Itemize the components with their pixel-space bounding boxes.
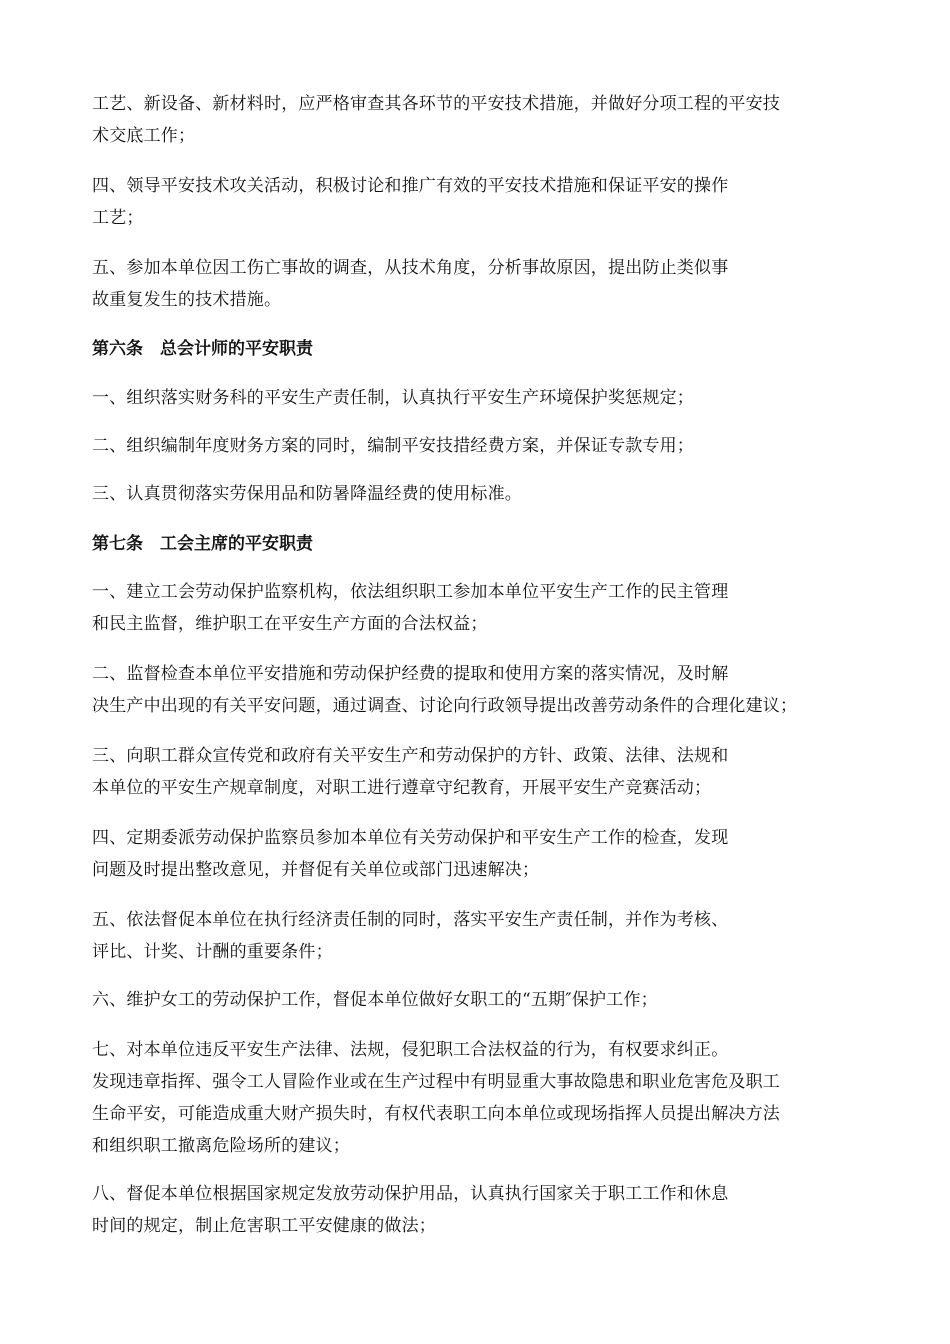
article-7-item-6: 六、维护女工的劳动保护工作，督促本单位做好女职工的“五期″保护工作； xyxy=(92,990,658,1010)
article-7-item-8: 八、督促本单位根据国家规定发放劳动保护用品，认真执行国家关于职工工作和休息 时间的规定，制止危害职工平安健康的做法； xyxy=(92,1184,729,1236)
article-7-item-2: 二、监督检查本单位平安措施和劳动保护经费的提取和使用方案的落实情况，及时解 决生产中出现的有关平安问题，通过调查、讨论向行政领导提出改善劳动条件的合理化建议； xyxy=(92,664,798,716)
article-6-item-1: 一、组织落实财务科的平安生产责任制，认真执行平安生产环境保护奖惩规定； xyxy=(92,388,694,408)
article-6-item-3: 三、认真贯彻落实劳保用品和防暑降温经费的使用标准。 xyxy=(92,484,522,504)
article-6-heading: 第六条 总会计师的平安职责 xyxy=(92,339,313,359)
paragraph-safety-tech-measures: 工艺、新设备、新材料时，应严格审查其各环节的平安技术措施，并做好分项工程的平安技 术交底工作； xyxy=(92,94,780,146)
article-7-heading: 第七条 工会主席的平安职责 xyxy=(92,534,313,554)
article-7-item-7: 七、对本单位违反平安生产法律、法规，侵犯职工合法权益的行为，有权要求纠正。 发现违章指挥、强令工人冒险作业或在生产过程中有明显重大事故隐患和职业危害危及职工 生命平安，可能造成重大财产损失时，有权代表职工向本单位或现场指挥人员提出解决方法 和组织职工撤离危险场所的建议； xyxy=(92,1040,780,1156)
article-7-item-1: 一、建立工会劳动保护监察机构，依法组织职工参加本单位平安生产工作的民主管理 和民主监督，维护职工在平安生产方面的合法权益； xyxy=(92,582,729,634)
article-7-item-4: 四、定期委派劳动保护监察员参加本单位有关劳动保护和平安生产工作的检查，发现 问题及时提出整改意见，并督促有关单位或部门迅速解决； xyxy=(92,828,729,880)
paragraph-item-5-accident-investigation: 五、参加本单位因工伤亡事故的调查，从技术角度，分析事故原因，提出防止类似事 故重复发生的技术措施。 xyxy=(92,258,729,310)
article-7-item-5: 五、依法督促本单位在执行经济责任制的同时，落实平安生产责任制，并作为考核、 评比、计奖、计酬的重要条件； xyxy=(92,910,729,962)
article-6-item-2: 二、组织编制年度财务方案的同时，编制平安技措经费方案，并保证专款专用； xyxy=(92,436,694,456)
article-7-item-3: 三、向职工群众宣传党和政府有关平安生产和劳动保护的方针、政策、法律、法规和 本单位的平安生产规章制度，对职工进行遵章守纪教育，开展平安生产竞赛活动； xyxy=(92,746,729,798)
paragraph-item-4-tech-research: 四、领导平安技术攻关活动，积极讨论和推广有效的平安技术措施和保证平安的操作 工艺； xyxy=(92,176,729,228)
